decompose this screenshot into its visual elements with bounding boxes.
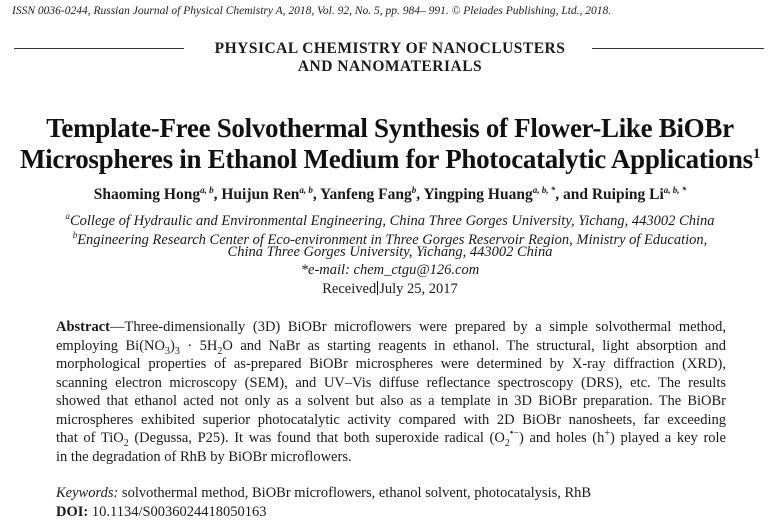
abstract-label: Abstract — [56, 319, 110, 335]
doi-label: DOI: — [56, 504, 89, 520]
author-separator: , — [312, 186, 321, 204]
author-list — [0, 185, 780, 204]
title-footnote-mark: 1 — [752, 146, 761, 162]
section-rule-left — [14, 48, 184, 49]
paper-title — [0, 113, 780, 175]
author: Huijun Ren — [221, 186, 300, 204]
abstract-line-8: in the degradation of RhB by BiOBr microflowers. — [56, 448, 352, 465]
received-label: Received — [322, 281, 377, 297]
journal-citation-line: ISSN 0036-0244, Russian Journal of Physical Chemistry A, 2018, Vol. 92, No. 5, pp. 984– 991. © Pleiades Publishing, Ltd., 2018. — [12, 5, 612, 17]
keywords-text: solvothermal method, BiOBr microflowers, ethanol solvent, photocatalysis, RhB — [118, 485, 592, 501]
section-rule-right — [592, 48, 764, 49]
author-separator: , and — [555, 186, 592, 204]
abstract-line-2: employing $Bi(NO_3)_3 \cdot 5H_2O$ and NaBr as starting reagents in ethanol. The structural, light absorption and — [56, 337, 726, 357]
section-heading-line-2: AND NANOMATERIALS — [297, 58, 483, 75]
author-affiliation-mark: a, b, * — [532, 185, 556, 195]
affiliation-a-mark: a — [65, 211, 70, 221]
affiliation-b-text-1: Engineering Research Center of Eco-environment in Three Gorges Reservoir Region, Ministry of Education, — [77, 231, 708, 248]
abstract — [56, 318, 726, 466]
author-affiliation-mark: b — [411, 185, 417, 195]
doi-value[interactable]: 10.1134/S0036024418050163 — [88, 504, 267, 520]
author-affiliation-mark: a, b — [200, 185, 214, 195]
author: Shaoming Hong — [93, 186, 201, 204]
affiliation-a-text: College of Hydraulic and Environmental Engineering, China Three Gorges University, Yichang, 443002 China — [69, 212, 715, 229]
author-separator: , — [416, 186, 424, 204]
section-heading — [0, 40, 780, 76]
paper-title-line-2: Microspheres in Ethanol Medium for Photocatalytic Applications$^1$ — [19, 144, 761, 174]
paper-title-line-1: Template-Free Solvothermal Synthesis of Flower-Like BiOBr — [46, 113, 734, 143]
author: Ruiping Li — [591, 186, 664, 204]
abstract-line-5: showed that ethanol acted not only as a solvent but also as a template in 3D BiOBr preparation. The BiOBr — [56, 393, 726, 409]
received-date-value: July 25, 2017 — [379, 281, 458, 297]
abstract-line-7: that of TiO$_2$ (Degussa, P25). It was found that both superoxide radical $(O_2^{•-})$ and holes (h+) played a key role — [56, 428, 726, 449]
received-date — [0, 281, 780, 298]
section-heading-line-1: PHYSICAL CHEMISTRY OF NANOCLUSTERS — [214, 40, 566, 57]
abstract-line-3: morphological properties of as-prepared BiOBr microspheres were determined by X-ray diffraction (XRD), — [56, 356, 726, 372]
author-affiliation-mark: a, b, * — [663, 185, 687, 195]
corresponding-email[interactable]: *e-mail: chem_ctgu@126.com — [300, 262, 480, 278]
author-separator: , — [213, 186, 222, 204]
affiliation-b-mark: b — [72, 230, 78, 240]
abstract-line-1: Abstract—Three-dimensionally (3D) BiOBr microflowers were prepared by a simple solvothermal method, — [56, 319, 726, 335]
author: Yingping Huang — [423, 186, 533, 204]
keywords — [56, 485, 591, 502]
doi — [56, 504, 267, 521]
author: Yanfeng Fang — [320, 186, 412, 204]
abstract-line-4: scanning electron microscopy (SEM), and UV–Vis diffuse reflectance spectroscopy (DRS), etc. The results — [56, 374, 726, 391]
abstract-line-6: microspheres exhibited superior photocatalytic activity compared with 2D BiOBr nanosheets, far exceeding — [56, 411, 726, 428]
affiliation-b-line-2: China Three Gorges University, Yichang, 443002 China — [227, 244, 553, 260]
author-affiliation-mark: a, b — [299, 185, 313, 195]
keywords-label: Keywords: — [56, 485, 119, 501]
